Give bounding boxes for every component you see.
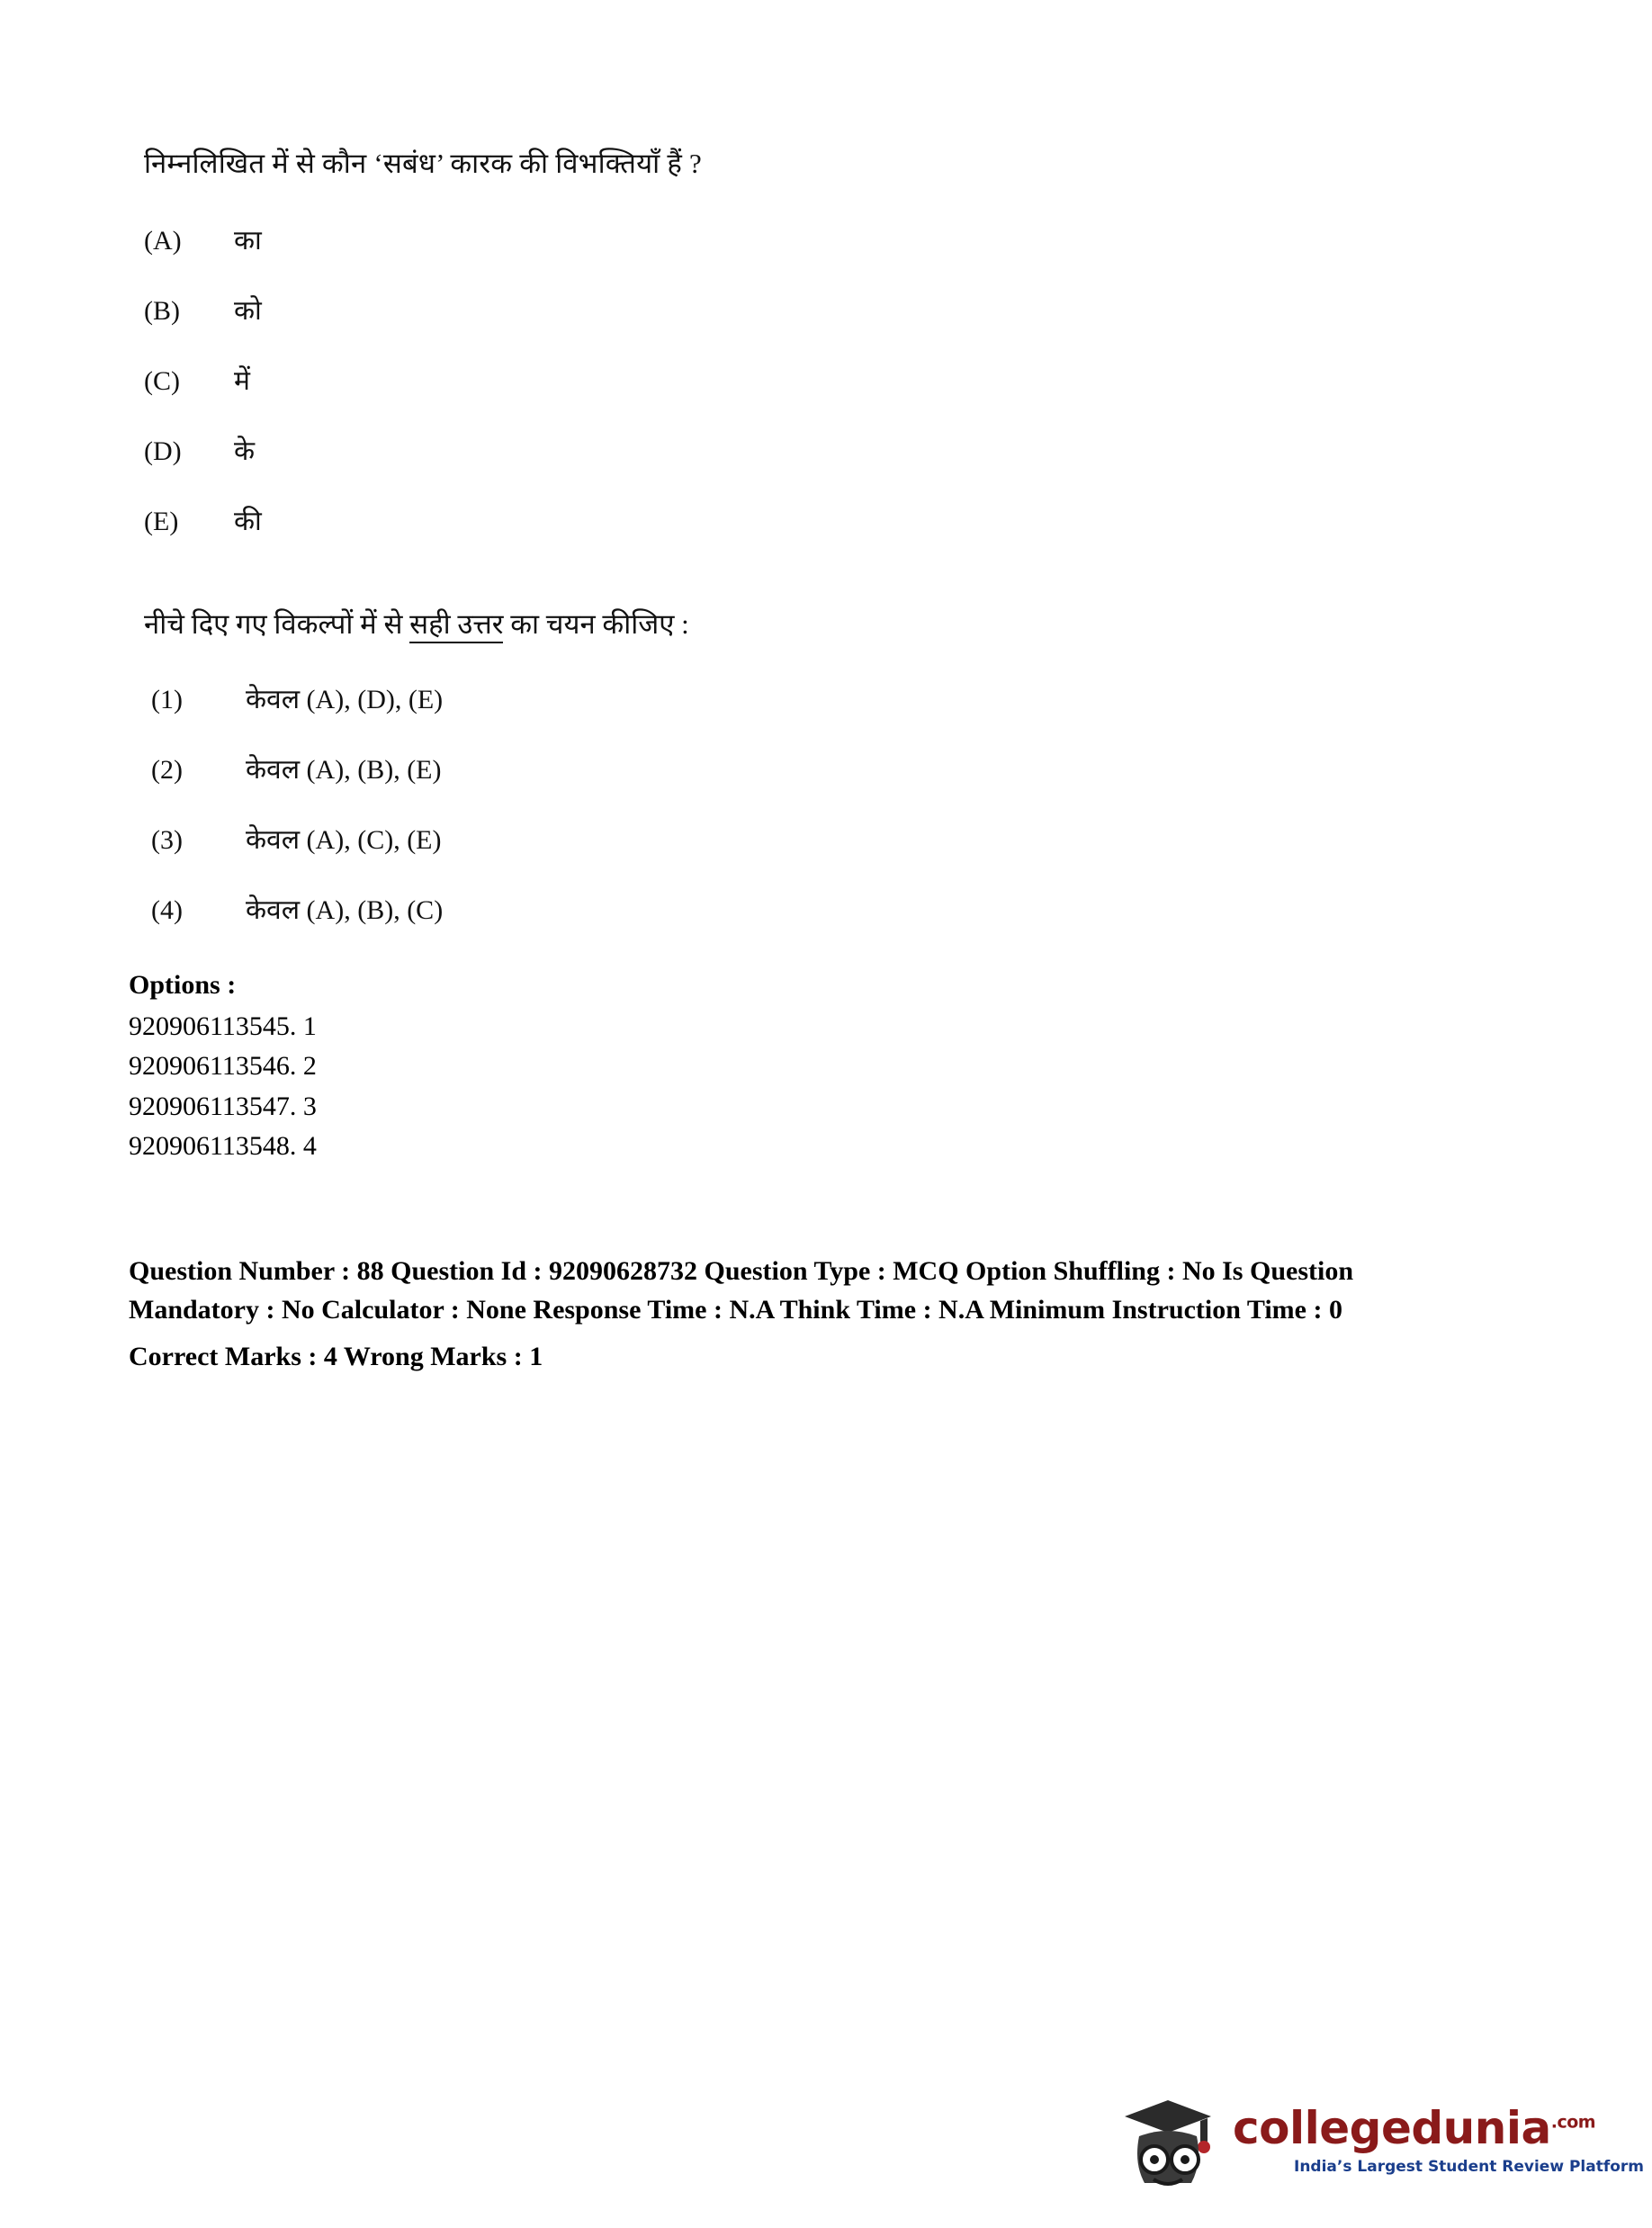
statement-list: [144, 220, 954, 571]
brand-name: [1233, 2102, 1595, 2154]
option-id-item: 920906113548. 4: [129, 1131, 317, 1162]
brand-tagline: India’s Largest Student Review Platform: [1294, 2158, 1644, 2176]
statement-text: को: [234, 296, 262, 326]
choice-text: केवल (A), (D), (E): [246, 685, 444, 714]
watermark-logo: [1114, 2075, 1644, 2192]
select-answer-prompt: [144, 605, 689, 642]
statement-text: के: [234, 436, 256, 466]
marks-line: Correct Marks : 4 Wrong Marks : 1: [129, 1341, 543, 1371]
statement-text: में: [234, 366, 250, 396]
brand-suffix: .com: [1550, 2112, 1596, 2133]
choice-text: केवल (A), (B), (C): [246, 895, 444, 925]
list-item: [151, 820, 961, 890]
choice-text: केवल (A), (C), (E): [246, 825, 442, 855]
choice-number: (2): [151, 755, 183, 785]
statement-tag: (B): [144, 296, 180, 326]
question-info-line: Question Number : 88 Question Id : 92090628732 Question Type : MCQ Option Shuffling : No Is Question Mandatory : No Calculator : None Response Time : N.A Think Time : N.A Minimum Instruction Time : 0: [129, 1256, 1354, 1325]
question-stem: निम्नलिखित में से कौन ‘सबंध’ कारक की विभक्तियाँ हैं ?: [144, 148, 702, 179]
list-item: [144, 431, 954, 501]
options-header: Options :: [129, 970, 237, 1000]
prompt-underlined: सही उत्तर: [409, 608, 503, 643]
choice-number: (3): [151, 825, 183, 855]
statement-text: का: [234, 226, 262, 256]
prompt-suffix: का चयन कीजिए :: [503, 608, 689, 640]
statement-text: की: [234, 507, 262, 536]
option-id-item: 920906113546. 2: [129, 1051, 317, 1082]
statement-tag: (E): [144, 507, 179, 536]
statement-tag: (C): [144, 366, 180, 396]
graduate-mascot-icon: [1114, 2084, 1222, 2192]
prompt-prefix: नीचे दिए गए विकल्पों में से: [144, 608, 410, 640]
statement-tag: (A): [144, 226, 182, 256]
option-id-item: 920906113545. 1: [129, 1011, 317, 1041]
choice-number: (4): [151, 895, 183, 925]
list-item: [144, 220, 954, 291]
list-item: [144, 291, 954, 361]
choice-number: (1): [151, 685, 183, 714]
list-item: [144, 361, 954, 431]
brand-text: collegedunia: [1233, 2102, 1551, 2154]
list-item: [144, 501, 954, 571]
metadata-block: [129, 967, 1496, 1375]
list-item: [151, 679, 961, 750]
list-item: [151, 750, 961, 820]
choice-text: केवल (A), (B), (E): [246, 755, 442, 785]
list-item: [151, 890, 961, 960]
option-id-item: 920906113547. 3: [129, 1091, 317, 1121]
statement-tag: (D): [144, 436, 182, 466]
answer-choice-list: [151, 679, 961, 960]
